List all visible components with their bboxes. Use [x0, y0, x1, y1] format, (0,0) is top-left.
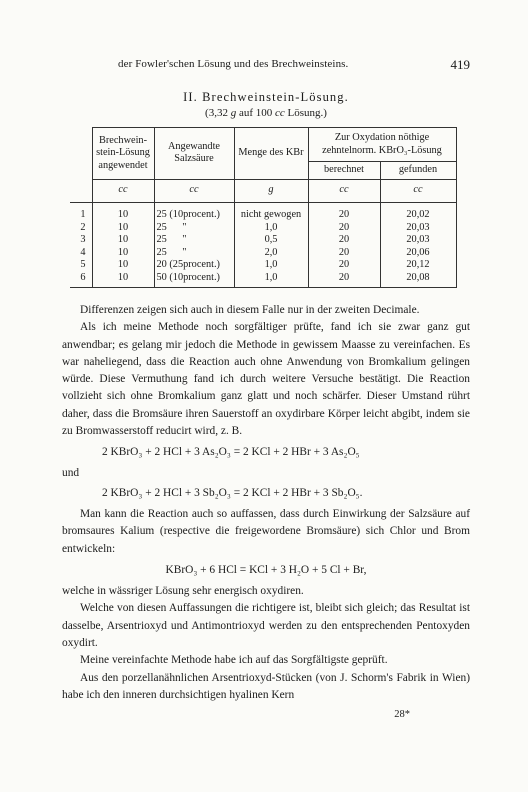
table-row	[70, 247, 456, 260]
subtitle-unit-g: g	[230, 107, 237, 119]
cell-acid: 25 (10procent.)	[154, 209, 234, 222]
cell-kbr: nicht gewogen	[234, 209, 308, 222]
unit-cell: cc	[92, 179, 154, 203]
cell-acid: 20 (25procent.)	[154, 259, 234, 272]
cell-vol: 10	[92, 222, 154, 235]
signature-mark: 28*	[394, 709, 410, 721]
unit-cell: cc	[380, 179, 456, 203]
cell-acid: 25 "	[154, 234, 234, 247]
subtitle-part: auf 100	[236, 107, 276, 119]
cell-calc: 20	[308, 247, 380, 260]
table-row	[70, 234, 456, 247]
row-number: 1	[70, 209, 92, 222]
row-number: 6	[70, 272, 92, 288]
row-number: 4	[70, 247, 92, 260]
equation-arsenic: 2 KBrO₃ + 2 HCl + 3 As₂O₃ = 2 KCl + 2 HBr + 3 As₂O₅	[102, 446, 360, 459]
cell-calc: 20	[308, 222, 380, 235]
table-row	[70, 222, 456, 235]
cell-vol: 10	[92, 209, 154, 222]
header-salzsaeure: Angewandte Salzsäure	[154, 128, 234, 180]
cell-found: 20,03	[380, 234, 456, 247]
equation-antimony: 2 KBrO₃ + 2 HCl + 3 Sb₂O₃ = 2 KCl + 2 HBr + 3 Sb₂O₅.	[102, 486, 363, 499]
paragraph: Welche von diesen Auffassungen die richtigere ist, bleibt sich gleich; das Resultat ist dasselbe, Arsentrioxyd und Antimontrioxyd werden zu den entsprechenden Pentoxyden oxydirt.	[62, 602, 470, 650]
equation-bromate: KBrO₃ + 6 HCl = KCl + 3 H₂O + 5 Cl + Br,	[165, 563, 367, 576]
paragraph: Als ich meine Methode noch sorgfältiger prüfte, fand ich sie zwar ganz gut anwendbar; es gelang mir jedoch die Methode in gewissem Maasse zu vereinfachen. Es war naheliegend, dass die Reaction auch ohne Anwendung von Bromkalium gelingen würde. Diese Vermuthung fand ich durch weitere Versuche bestätigt. Die Reaction vollzieht sich ohne Bromkalium ganz glatt und noch schärfer. Dieser Umstand rührt daher, dass die Bromsäure ihren Sauerstoff an oxydirbare Körper leicht abgibt, indem sie zu Bromwasserstoff reducirt wird, z. B.	[62, 321, 470, 438]
table-row	[70, 209, 456, 222]
cell-vol: 10	[92, 234, 154, 247]
cell-kbr: 1,0	[234, 259, 308, 272]
running-head-title: der Fowler'schen Lösung und des Brechweinsteins.	[118, 58, 349, 70]
cell-acid: 25 "	[154, 222, 234, 235]
paragraph: Differenzen zeigen sich auch in diesem Falle nur in der zweiten Decimale.	[80, 304, 420, 316]
paragraph: welche in wässriger Lösung sehr energisch oxydiren.	[62, 585, 304, 598]
header-kbr: Menge des KBr	[234, 128, 308, 180]
row-number: 5	[70, 259, 92, 272]
cell-vol: 10	[92, 247, 154, 260]
cell-calc: 20	[308, 272, 380, 288]
unit-cell: g	[234, 179, 308, 203]
cell-found: 20,12	[380, 259, 456, 272]
rownum-header	[70, 128, 92, 180]
subtitle-part: (3,32	[205, 107, 231, 119]
table-row	[70, 272, 456, 288]
page-number: 419	[450, 57, 470, 72]
running-head	[62, 58, 470, 74]
unit-cell: cc	[154, 179, 234, 203]
cell-acid: 50 (10procent.)	[154, 272, 234, 288]
unit-blank	[70, 179, 92, 203]
cell-found: 20,02	[380, 209, 456, 222]
cell-found: 20,06	[380, 247, 456, 260]
unit-cell: cc	[308, 179, 380, 203]
cell-acid: 25 "	[154, 247, 234, 260]
subtitle-part: Lösung.)	[284, 107, 327, 119]
cell-found: 20,03	[380, 222, 456, 235]
header-berechnet: berechnet	[308, 162, 380, 180]
subtitle-unit-cc: cc	[275, 107, 285, 119]
header-oxydation-group: Zur Oxydation nöthige zehntelnorm. KBrO₃-Lösung	[308, 128, 456, 162]
cell-calc: 20	[308, 259, 380, 272]
page	[62, 58, 470, 724]
header-gefunden: gefunden	[380, 162, 456, 180]
paragraph: Meine vereinfachte Methode habe ich auf das Sorgfältigste geprüft.	[80, 654, 388, 667]
cell-vol: 10	[92, 259, 154, 272]
body-text	[62, 302, 470, 724]
paragraph: Aus den porzellanähnlichen Arsentrioxyd-Stücken (von J. Schorm's Fabrik in Wien) habe ich den inneren durchsichtigen hyalinen Kern	[62, 671, 470, 701]
section-title: II. Brechweinstein-Lösung.	[183, 90, 349, 104]
section-subtitle	[62, 107, 470, 119]
cell-kbr: 1,0	[234, 222, 308, 235]
row-number: 2	[70, 222, 92, 235]
cell-kbr: 0,5	[234, 234, 308, 247]
cell-calc: 20	[308, 209, 380, 222]
cell-kbr: 2,0	[234, 247, 308, 260]
row-number: 3	[70, 234, 92, 247]
table-row	[70, 259, 456, 272]
header-brechweinstein: Brechwein- stein-Lösung angewendet	[92, 128, 154, 180]
cell-vol: 10	[92, 272, 154, 288]
conjunction-und: und	[62, 466, 80, 479]
cell-found: 20,08	[380, 272, 456, 288]
cell-kbr: 1,0	[234, 272, 308, 288]
paragraph: Man kann die Reaction auch so auffassen, dass durch Einwirkung der Salzsäure auf bromsaures Kalium (respective die freigewordene Bromsäure) sich Chlor und Brom entwickeln:	[62, 507, 470, 555]
cell-calc: 20	[308, 234, 380, 247]
results-table	[70, 127, 457, 288]
